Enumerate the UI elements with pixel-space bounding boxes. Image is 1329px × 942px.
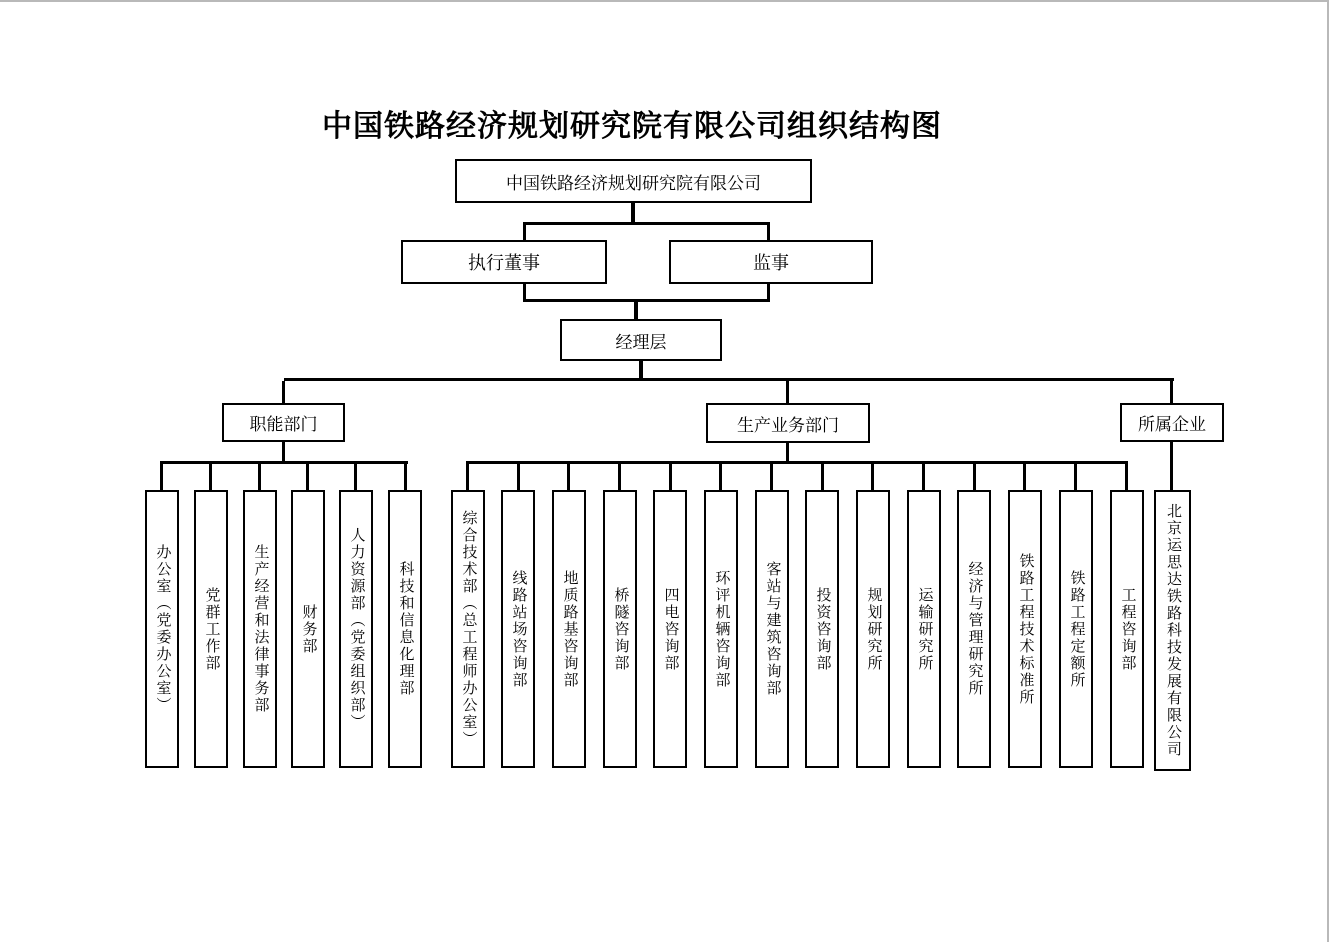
subsidiary-box-beijing-yunsida xyxy=(1154,490,1191,771)
dept-label: 北京运思达铁路科技发展有限公司 xyxy=(1165,503,1181,758)
connector-line xyxy=(517,464,520,490)
dept-label: 投资咨询部 xyxy=(814,586,831,672)
dept-box-four-electrics xyxy=(653,490,687,768)
executive-director-box xyxy=(401,240,607,284)
connector-line xyxy=(160,464,163,490)
dept-label: 生产经营和法律事务部 xyxy=(252,544,269,714)
dept-box-tech-standards xyxy=(1008,490,1042,768)
dept-box-bridge-tunnel xyxy=(603,490,637,768)
connector-line xyxy=(1125,464,1128,490)
dept-box-engineering-quota xyxy=(1059,490,1093,768)
connector-line xyxy=(1170,381,1173,403)
connector-line xyxy=(1170,442,1173,490)
dept-label: 环评机辆咨询部 xyxy=(713,569,730,689)
dept-label: 运输研究所 xyxy=(916,586,933,672)
group-label-production: 生产业务部门 xyxy=(737,415,839,435)
group-label-functional: 职能部门 xyxy=(249,415,318,434)
dept-box-planning-institute xyxy=(856,490,890,768)
dept-label: 经济与管理研究所 xyxy=(966,561,983,697)
dept-box-party-mass-work xyxy=(194,490,228,768)
connector-line xyxy=(258,464,261,490)
connector-line xyxy=(523,222,770,225)
connector-line xyxy=(973,464,976,490)
dept-label: 客站与建筑咨询部 xyxy=(764,561,781,697)
connector-line xyxy=(567,464,570,490)
group-label-subsidiary: 所属企业 xyxy=(1138,415,1206,434)
page-top-edge xyxy=(0,0,1329,2)
dept-box-tech-information xyxy=(388,490,422,768)
connector-line xyxy=(282,381,285,403)
connector-line xyxy=(669,464,672,490)
connector-line xyxy=(821,464,824,490)
dept-box-engineering-consulting xyxy=(1110,490,1144,768)
dept-label: 财务部 xyxy=(300,603,317,655)
connector-line xyxy=(523,225,526,240)
dept-box-transport-institute xyxy=(907,490,941,768)
connector-line xyxy=(306,464,309,490)
connector-line xyxy=(466,461,1128,464)
dept-label: 线路站场咨询部 xyxy=(510,569,527,689)
connector-line xyxy=(1023,464,1026,490)
connector-line xyxy=(404,464,407,490)
connector-line xyxy=(466,464,469,490)
connector-line xyxy=(770,464,773,490)
dept-label: 四电咨询部 xyxy=(662,586,679,672)
org-root-label: 中国铁路经济规划研究院有限公司 xyxy=(506,173,761,193)
dept-box-operation-legal xyxy=(243,490,277,768)
dept-label: 工程咨询部 xyxy=(1119,586,1136,672)
management-layer-label: 经理层 xyxy=(615,332,667,352)
group-box-subsidiary xyxy=(1120,403,1224,442)
dept-label: 桥隧咨询部 xyxy=(612,586,629,672)
connector-line xyxy=(284,378,1174,381)
org-root-box xyxy=(455,159,812,203)
management-layer-box xyxy=(560,319,722,361)
connector-line xyxy=(767,225,770,240)
connector-line xyxy=(209,464,212,490)
connector-line xyxy=(786,381,789,403)
dept-box-general-technology xyxy=(451,490,485,768)
dept-label: 规划研究所 xyxy=(865,586,882,672)
group-box-functional xyxy=(222,403,345,442)
dept-label: 综合技术部（总工程师办公室） xyxy=(460,510,477,748)
dept-label: 党群工作部 xyxy=(203,586,220,672)
connector-line xyxy=(618,464,621,490)
supervisor-box xyxy=(669,240,873,284)
chart-title: 中国铁路经济规划研究院有限公司组织结构图 xyxy=(322,110,942,143)
dept-box-investment-consulting xyxy=(805,490,839,768)
connector-line xyxy=(523,299,770,302)
dept-box-env-rolling-stock xyxy=(704,490,738,768)
dept-label: 铁路工程技术标准所 xyxy=(1017,552,1034,706)
dept-box-finance xyxy=(291,490,325,768)
connector-line xyxy=(160,461,408,464)
connector-line xyxy=(634,302,638,319)
dept-label: 办公室（党委办公室） xyxy=(154,544,171,714)
dept-box-station-architecture xyxy=(755,490,789,768)
group-box-production xyxy=(706,403,870,443)
supervisor-label: 监事 xyxy=(753,253,789,273)
dept-label: 地质路基咨询部 xyxy=(561,569,578,689)
dept-box-office xyxy=(145,490,179,768)
connector-line xyxy=(871,464,874,490)
dept-box-economy-management xyxy=(957,490,991,768)
connector-line xyxy=(719,464,722,490)
connector-line xyxy=(1074,464,1077,490)
dept-label: 人力资源部（党委组织部） xyxy=(348,527,365,731)
dept-box-geology-subgrade xyxy=(552,490,586,768)
dept-label: 科技和信息化理部 xyxy=(397,561,414,697)
dept-box-human-resources xyxy=(339,490,373,768)
dept-box-line-station xyxy=(501,490,535,768)
executive-director-label: 执行董事 xyxy=(468,253,540,273)
connector-line xyxy=(922,464,925,490)
connector-line xyxy=(354,464,357,490)
dept-label: 铁路工程定额所 xyxy=(1068,569,1085,689)
